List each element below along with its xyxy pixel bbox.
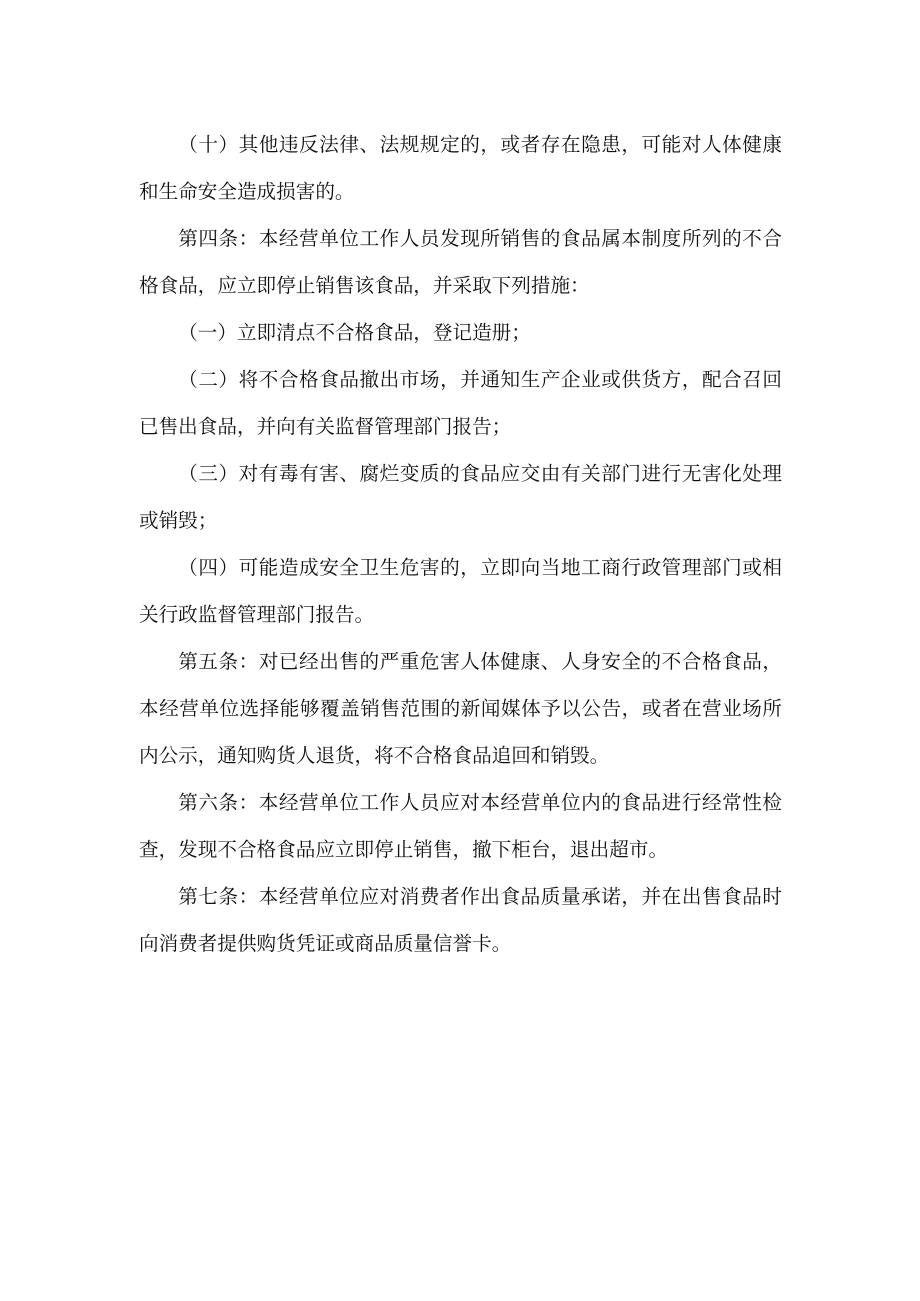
article-seven: 第七条：本经营单位应对消费者作出食品质量承诺，并在出售食品时向消费者提供购货凭证或商品质量信誉卡。	[139, 885, 782, 955]
measure-item-four: （四）可能造成安全卫生危害的，立即向当地工商行政管理部门或相关行政监督管理部门报告。	[139, 556, 782, 626]
article-four: 第四条：本经营单位工作人员发现所销售的食品属本制度所列的不合格食品，应立即停止销售该食品，并采取下列措施：	[139, 227, 782, 297]
article-five: 第五条：对已经出售的严重危害人体健康、人身安全的不合格食品，本经营单位选择能够覆盖销售范围的新闻媒体予以公告，或者在营业场所内公示，通知购货人退货，将不合格食品追回和销毁。	[139, 650, 782, 767]
clause-item-ten: （十）其他违反法律、法规规定的，或者存在隐患，可能对人体健康和生命安全造成损害的。	[139, 133, 782, 203]
article-six: 第六条：本经营单位工作人员应对本经营单位内的食品进行经常性检查，发现不合格食品应立即停止销售，撤下柜台，退出超市。	[139, 791, 782, 861]
measure-item-three: （三）对有毒有害、腐烂变质的食品应交由有关部门进行无害化处理或销毁；	[139, 462, 782, 532]
document-body	[139, 121, 782, 967]
measure-item-one: （一）立即清点不合格食品，登记造册；	[178, 321, 531, 344]
measure-item-two: （二）将不合格食品撤出市场，并通知生产企业或供货方，配合召回已售出食品，并向有关监督管理部门报告；	[139, 368, 782, 438]
